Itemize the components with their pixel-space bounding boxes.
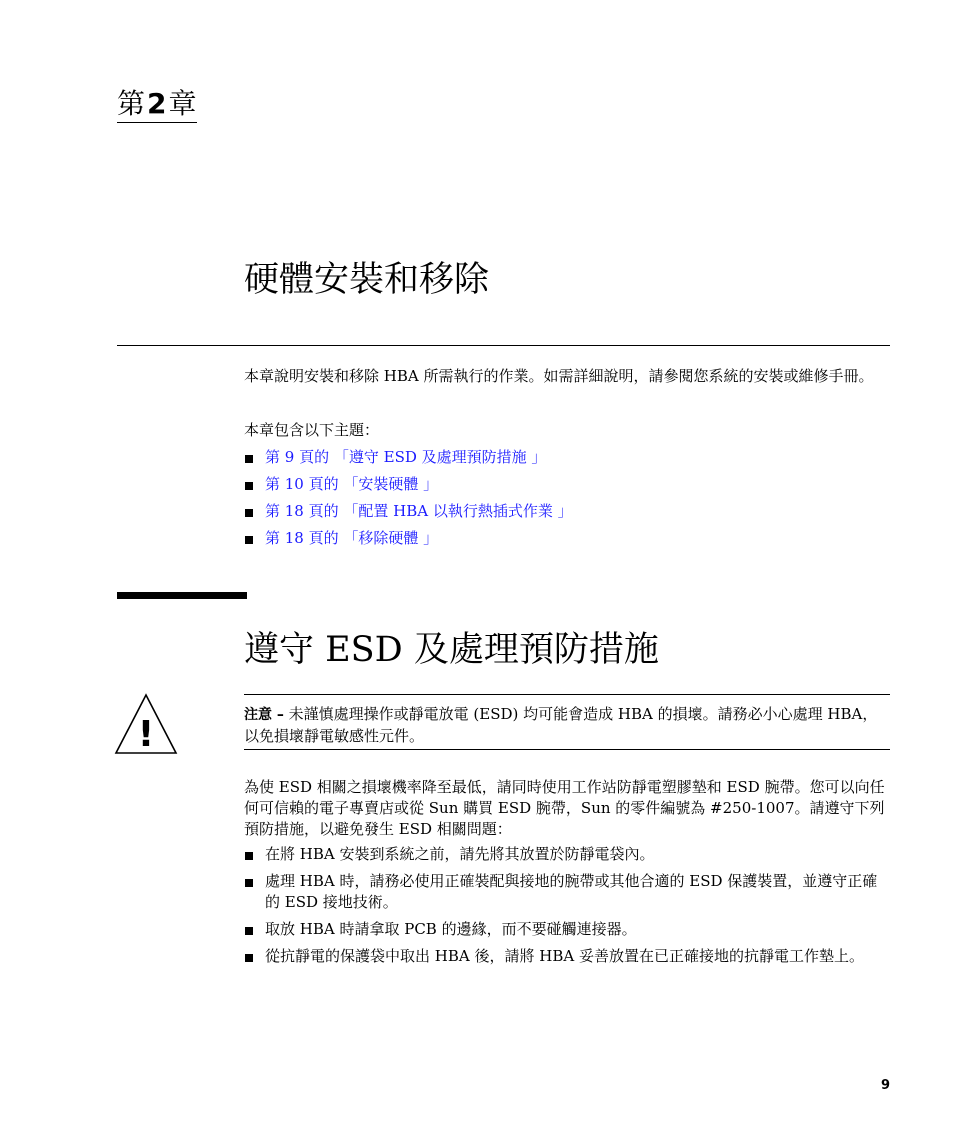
list-item: [244, 946, 890, 967]
list-item: [244, 447, 890, 468]
topics-intro: 本章包含以下主題：: [244, 421, 380, 439]
note-text: 未謹慎處理操作或靜電放電 (ESD) 均可能會造成 HBA 的損壞。請務必小心處理 HBA，以免損壞靜電敏感性元件。: [244, 705, 878, 745]
square-bullet-icon: [245, 482, 253, 490]
list-item: [244, 501, 890, 522]
square-bullet-icon: [245, 852, 253, 860]
chapter-label: [117, 86, 197, 123]
warning-triangle-icon: [114, 693, 178, 755]
topic-link-esd[interactable]: 第 9 頁的 「遵守 ESD 及處理預防措施 」: [265, 448, 547, 466]
caution-note: [244, 694, 890, 750]
chapter-divider: [117, 345, 890, 346]
list-item: [244, 528, 890, 549]
page-number: 9: [880, 1078, 890, 1093]
chapter-number: 2: [147, 87, 167, 120]
square-bullet-icon: [245, 927, 253, 935]
list-item: [244, 844, 890, 865]
square-bullet-icon: [245, 455, 253, 463]
square-bullet-icon: [245, 954, 253, 962]
chapter-prefix: 第: [117, 87, 146, 120]
note-label: 注意 –: [244, 707, 284, 723]
topic-link-install[interactable]: 第 10 頁的 「安裝硬體 」: [265, 475, 439, 493]
section-title: 遵守 ESD 及處理預防措施: [244, 630, 659, 670]
square-bullet-icon: [245, 536, 253, 544]
list-item: [244, 474, 890, 495]
list-item: [244, 919, 890, 940]
precaution-text: 處理 HBA 時，請務必使用正確裝配與接地的腕帶或其他合適的 ESD 保護裝置，並遵守正確的 ESD 接地技術。: [265, 872, 878, 911]
section-marker-bar: [117, 592, 247, 599]
list-item: [244, 871, 890, 913]
square-bullet-icon: [245, 879, 253, 887]
topic-link-hotplug[interactable]: 第 18 頁的 「配置 HBA 以執行熱插式作業 」: [265, 502, 573, 520]
chapter-suffix: 章: [168, 87, 197, 120]
precaution-text: 取放 HBA 時請拿取 PCB 的邊緣，而不要碰觸連接器。: [265, 920, 637, 938]
intro-paragraph: 本章說明安裝和移除 HBA 所需執行的作業。如需詳細說明，請參閱您系統的安裝或維修手冊。: [244, 367, 874, 385]
topic-list: [244, 447, 890, 555]
topic-link-remove[interactable]: 第 18 頁的 「移除硬體 」: [265, 529, 439, 547]
precaution-text: 從抗靜電的保護袋中取出 HBA 後，請將 HBA 妥善放置在已正確接地的抗靜電工作墊上。: [265, 947, 864, 965]
esd-paragraph: 為使 ESD 相關之損壞機率降至最低，請同時使用工作站防靜電塑膠墊和 ESD 腕帶。您可以向任何可信賴的電子專賣店或從 Sun 購買 ESD 腕帶，Sun 的零件編號為 #250-1007。請遵守下列預防措施，以避免發生 ESD 相關問題：: [244, 778, 885, 838]
square-bullet-icon: [245, 509, 253, 517]
warning-symbol: !: [137, 714, 155, 755]
chapter-title: 硬體安裝和移除: [244, 260, 490, 300]
precaution-text: 在將 HBA 安裝到系統之前，請先將其放置於防靜電袋內。: [265, 845, 655, 863]
precaution-list: [244, 844, 890, 973]
